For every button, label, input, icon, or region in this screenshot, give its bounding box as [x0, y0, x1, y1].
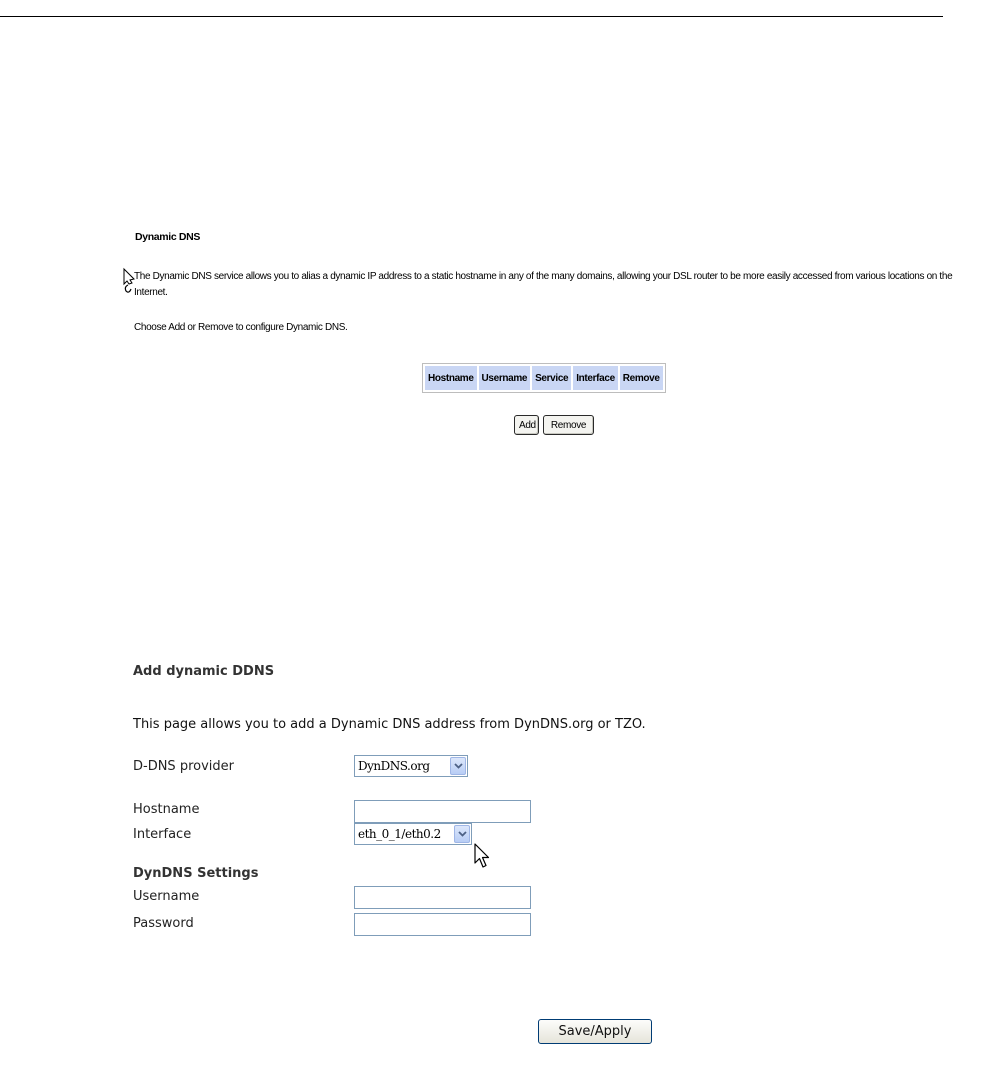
hostname-input[interactable]: [354, 800, 531, 823]
password-label: Password: [133, 916, 194, 931]
col-interface: Interface: [573, 366, 618, 390]
interface-select[interactable]: [354, 823, 472, 845]
username-input[interactable]: [354, 886, 531, 909]
dynamic-dns-description: The Dynamic DNS service allows you to alias a dynamic IP address to a static hostname in any of the many domains, allowing your DSL router to be more easily accessed from various locations on the Internet.: [134, 271, 953, 298]
add-ddns-description: This page allows you to add a Dynamic DNS address from DynDNS.org or TZO.: [133, 717, 646, 732]
chevron-down-icon[interactable]: [454, 825, 470, 843]
chevron-down-icon[interactable]: [450, 757, 466, 775]
dynamic-dns-instruction: Choose Add or Remove to configure Dynamic DNS.: [134, 322, 348, 333]
interface-label: Interface: [133, 827, 192, 842]
provider-label: D-DNS provider: [133, 759, 234, 774]
password-input[interactable]: [354, 913, 531, 936]
col-remove: Remove: [620, 366, 663, 390]
add-ddns-title: Add dynamic DDNS: [133, 664, 275, 679]
username-label: Username: [133, 889, 200, 904]
interface-select-value: eth_0_1/eth0.2: [358, 827, 441, 841]
save-apply-button[interactable]: Save/Apply: [538, 1019, 652, 1044]
col-service: Service: [532, 366, 571, 390]
hostname-label: Hostname: [133, 802, 200, 817]
page-top-rule: [0, 16, 943, 17]
col-hostname: Hostname: [425, 366, 477, 390]
col-username: Username: [479, 366, 531, 390]
dynamic-dns-title: Dynamic DNS: [135, 231, 201, 243]
remove-button[interactable]: Remove: [543, 415, 594, 435]
arrow-cursor-icon: [474, 843, 492, 871]
provider-select-value: DynDNS.org: [358, 759, 430, 773]
add-button[interactable]: Add: [514, 415, 539, 435]
ddns-table-header-row: [425, 366, 663, 390]
ddns-table: [422, 363, 666, 393]
dyndns-settings-heading: DynDNS Settings: [133, 866, 259, 881]
provider-select[interactable]: [354, 755, 468, 777]
